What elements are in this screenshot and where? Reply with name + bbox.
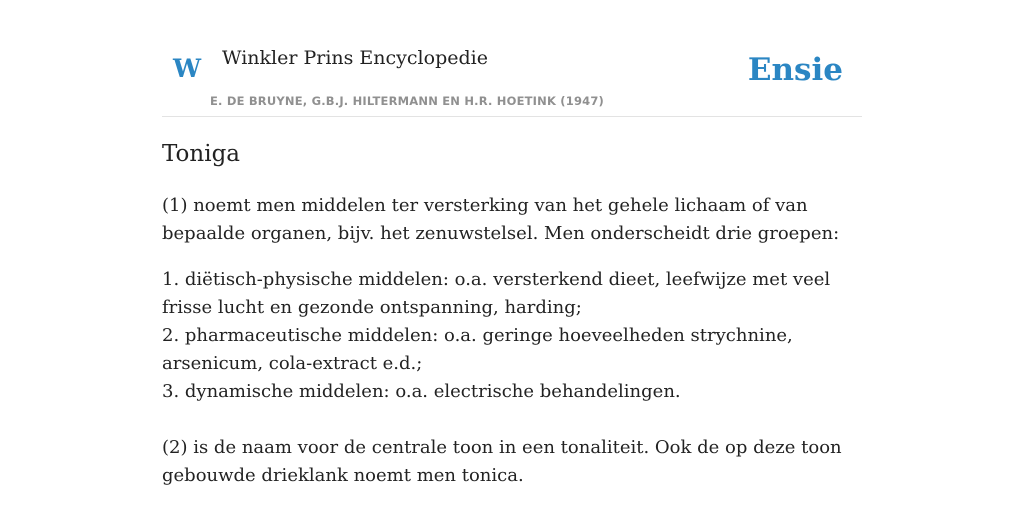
article-intro: (1) noemt men middelen ter versterking van het gehele lichaam of van bepaalde organen, bijv. het zenuwstelsel. Men onderscheidt drie groepen:: [162, 195, 840, 244]
list-item: 3. dynamische middelen: o.a. electrische behandelingen.: [162, 381, 681, 402]
list-item: 1. diëtisch-physische middelen: o.a. versterkend dieet, leefwijze met veel frisse lucht en gezonde ontspanning, harding;: [162, 269, 831, 318]
article-title: Toniga: [162, 141, 241, 167]
ensie-logo[interactable]: Ensie: [747, 52, 843, 88]
header: [162, 0, 862, 117]
book-title[interactable]: Winkler Prins Encyclopedie: [222, 47, 488, 69]
article: [162, 138, 862, 490]
article-list: [162, 266, 862, 406]
book-authors: E. DE BRUYNE, G.B.J. HILTERMANN EN H.R. HOETINK (1947): [210, 94, 605, 108]
list-item: 2. pharmaceutische middelen: o.a. geringe hoeveelheden strychnine, arsenicum, cola-extract e.d.;: [162, 325, 793, 374]
article-second-meaning: (2) is de naam voor de centrale toon in een tonaliteit. Ook de op deze toon gebouwde drieklank noemt men tonica.: [162, 437, 842, 486]
logo-w[interactable]: W: [173, 54, 202, 83]
